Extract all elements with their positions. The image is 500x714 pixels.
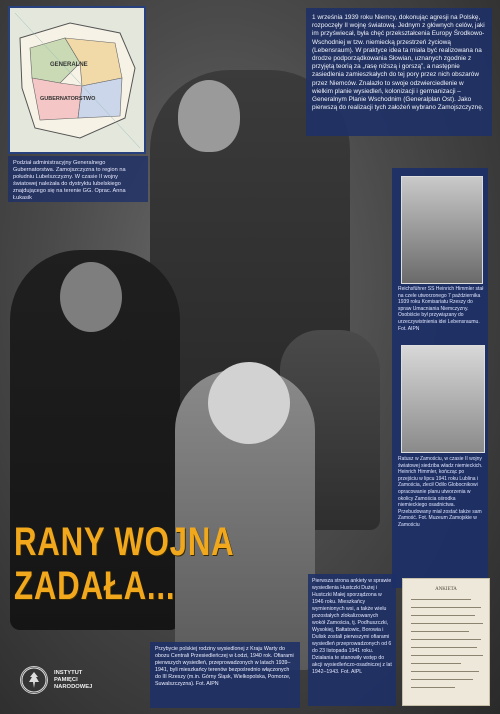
ipn-logo-text [54,670,92,691]
photo-figure-woman-head [60,262,122,332]
map-image [8,6,146,154]
town-hall-caption: Ratusz w Zamościu, w czasie II wojny światowej siedziba władz niemieckich. Heinrich Himmler, kończąc po przejściu w lipcu 1941 roku Lublina i Zamościa, zlecił Odilo Globocnikowi opracowanie planu utworzenia w okolicy Zamościa ośrodka niemieckiego osadnictwa. Przebudowany miał zostać także sam Zamość. Fot. Muzeum Zamojskie w Zamościu [398,456,483,528]
title-line-1: RANY WOJNA [14,520,235,564]
ipn-emblem-icon [20,666,48,694]
title-line-2: ZADAŁA... [14,564,176,608]
map-caption: Podział administracyjny Generalnego Gubernatorstwa. Zamojszczyzna to region na południu Lubelszczyzny. W czasie II wojny światowej należała do dystryktu lubelskiego znajdującego się na terenie GG. Oprac. Anna Łukasik [8,156,148,202]
map-graphic [10,8,144,152]
intro-text: 1 września 1939 roku Niemcy, dokonując agresji na Polskę, rozpoczęły II wojnę światową. Jednym z głównych celów, jaki im przyświecał, była chęć przekształcenia Europy Środkowo-Wschodniej w tzw. niemiecką przestrzeń życiową (Lebensraum). W praktyce idea ta miała być realizowana na drodze podporządkowania Słowian, uznanych zgodnie z przyjętą teorią za „rasę niższą i gorszą”, a następnie zasiedlenia zamieszkałych do tej pory przez nich obszarów przez Niemców. Znalazło to swoje odzwierciedlenie w wielkim planie wysiedleń, kolonizacji i germanizacji – Generalnym Planie Wschodnim (Generalplan Ost). Jako pierwszą do realizacji tych założeń wybrano Zamojszczyznę. [306,8,492,136]
logo-line-1: INSTYTUT [54,669,83,676]
photo-figure-child-head [208,362,290,444]
map-label-main: GENERALNE [50,62,88,68]
portrait-caption: Reichsführer SS Heinrich Himmler stał na czele utworzonego 7 października 1939 roku Komisariatu Rzeszy do spraw Umacniania Niemczyzny. Osobiście był przywiązany do urzeczywistnienia idei Lebensraumu. Fot. AIPN [398,286,484,332]
ipn-logo [20,666,92,694]
survey-caption: Pierwsza strona ankiety w sprawie wysiedlenia Hustczki Dużej i Hustczki Małej sporządzona w 1946 roku. Mieszkańcy wymienionych wsi, a także wielu pozostałych zlokalizowanych wokół Zamościa, tj. Podhuszczki, Wysokiej, Bałtatowic, Borowia i Dulisk zostali pierwszymi ofiarami wysiedleń przeprowadzonych od 6 do 23 listopada 1941 roku. Działania te stanowiły wstęp do akcji wysiedleńczo-osadniczej z lat 1942–1943. Fot. AIPL [308,574,396,706]
poster-title [14,520,234,608]
town-hall-photo [401,345,485,453]
photo-caption: Przybycie polskiej rodziny wysiedlonej z Kraju Warty do obozu Centrali Przesiedleńczej w Łodzi, 1940 rok. Ofiarami pierwszych wysiedleń, przeprowadzonych w latach 1939–1941, byli mieszkańcy terenów bezpośrednio włączonych do III Rzeszy (m.in. Górny Śląsk, Wielkopolska, Pomorze, Suwalszczyzna). Fot. AIPN [150,642,300,708]
logo-line-2: PAMIĘCI [54,676,78,683]
logo-line-3: NARODOWEJ [54,683,93,690]
portrait-photo [401,176,483,284]
map-label-sub: GUBERNATORSTWO [40,96,96,102]
photo-figure-man-head [178,80,240,152]
document-scan [402,578,490,706]
document-heading: ANKIETA [435,587,457,592]
